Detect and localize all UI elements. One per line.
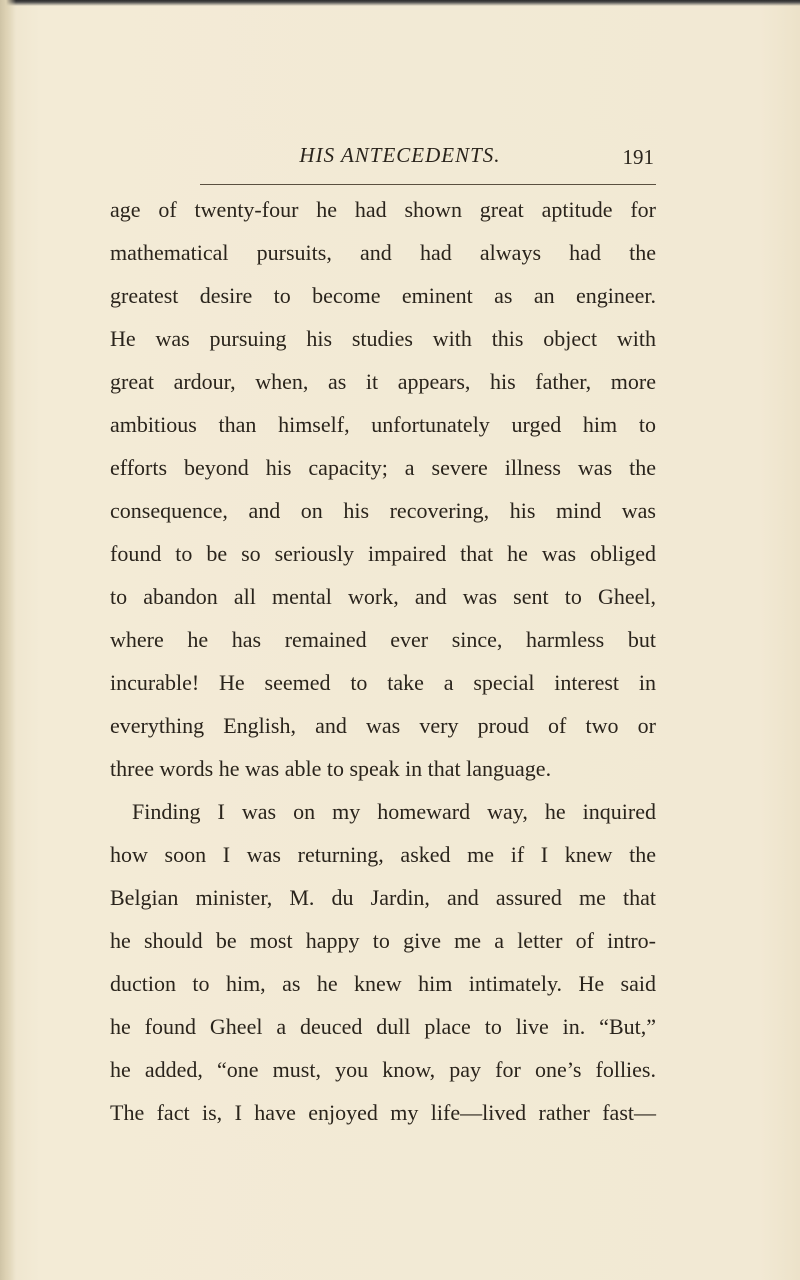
text-line: three words he was able to speak in that language. [110, 756, 552, 781]
text-line: greatest desire to become eminent as an engineer. [110, 283, 656, 308]
text-line: to abandon all mental work, and was sent to Gheel, [110, 584, 656, 609]
running-head: HIS ANTECEDENTS. [299, 143, 501, 167]
header-rule [200, 184, 656, 185]
text-line: mathematical pursuits, and had always had the [110, 240, 656, 265]
text-line: consequence, and on his recovering, his mind was [110, 498, 656, 523]
text-line: age of twenty-four he had shown great aptitude for [110, 197, 656, 222]
text-line: He was pursuing his studies with this object with [110, 326, 656, 351]
page-number: 191 [622, 145, 654, 169]
text-line: ambitious than himself, unfortunately urged him to [110, 412, 656, 437]
text-line: found to be so seriously impaired that he was obliged [110, 541, 656, 566]
text-line: he should be most happy to give me a letter of intro- [110, 928, 656, 953]
text-line: The fact is, I have enjoyed my life—lived rather fast— [110, 1100, 656, 1125]
page-gutter [0, 0, 16, 1280]
text-line: incurable! He seemed to take a special interest in [110, 670, 656, 695]
text-line: Belgian minister, M. du Jardin, and assured me that [110, 885, 656, 910]
page-header [0, 143, 800, 177]
paragraph-start-line: Finding I was on my homeward way, he inquired [132, 799, 656, 824]
text-line: everything English, and was very proud of two or [110, 713, 656, 738]
text-line: duction to him, as he knew him intimately. He said [110, 971, 656, 996]
text-line: he added, “one must, you know, pay for one’s follies. [110, 1057, 656, 1082]
text-line: where he has remained ever since, harmless but [110, 627, 656, 652]
page-top-edge [0, 0, 800, 6]
text-line: great ardour, when, as it appears, his father, more [110, 369, 656, 394]
text-line: efforts beyond his capacity; a severe illness was the [110, 455, 656, 480]
body-text [110, 188, 656, 1134]
text-line: he found Gheel a deuced dull place to live in. “But,” [110, 1014, 656, 1039]
text-line: how soon I was returning, asked me if I knew the [110, 842, 656, 867]
